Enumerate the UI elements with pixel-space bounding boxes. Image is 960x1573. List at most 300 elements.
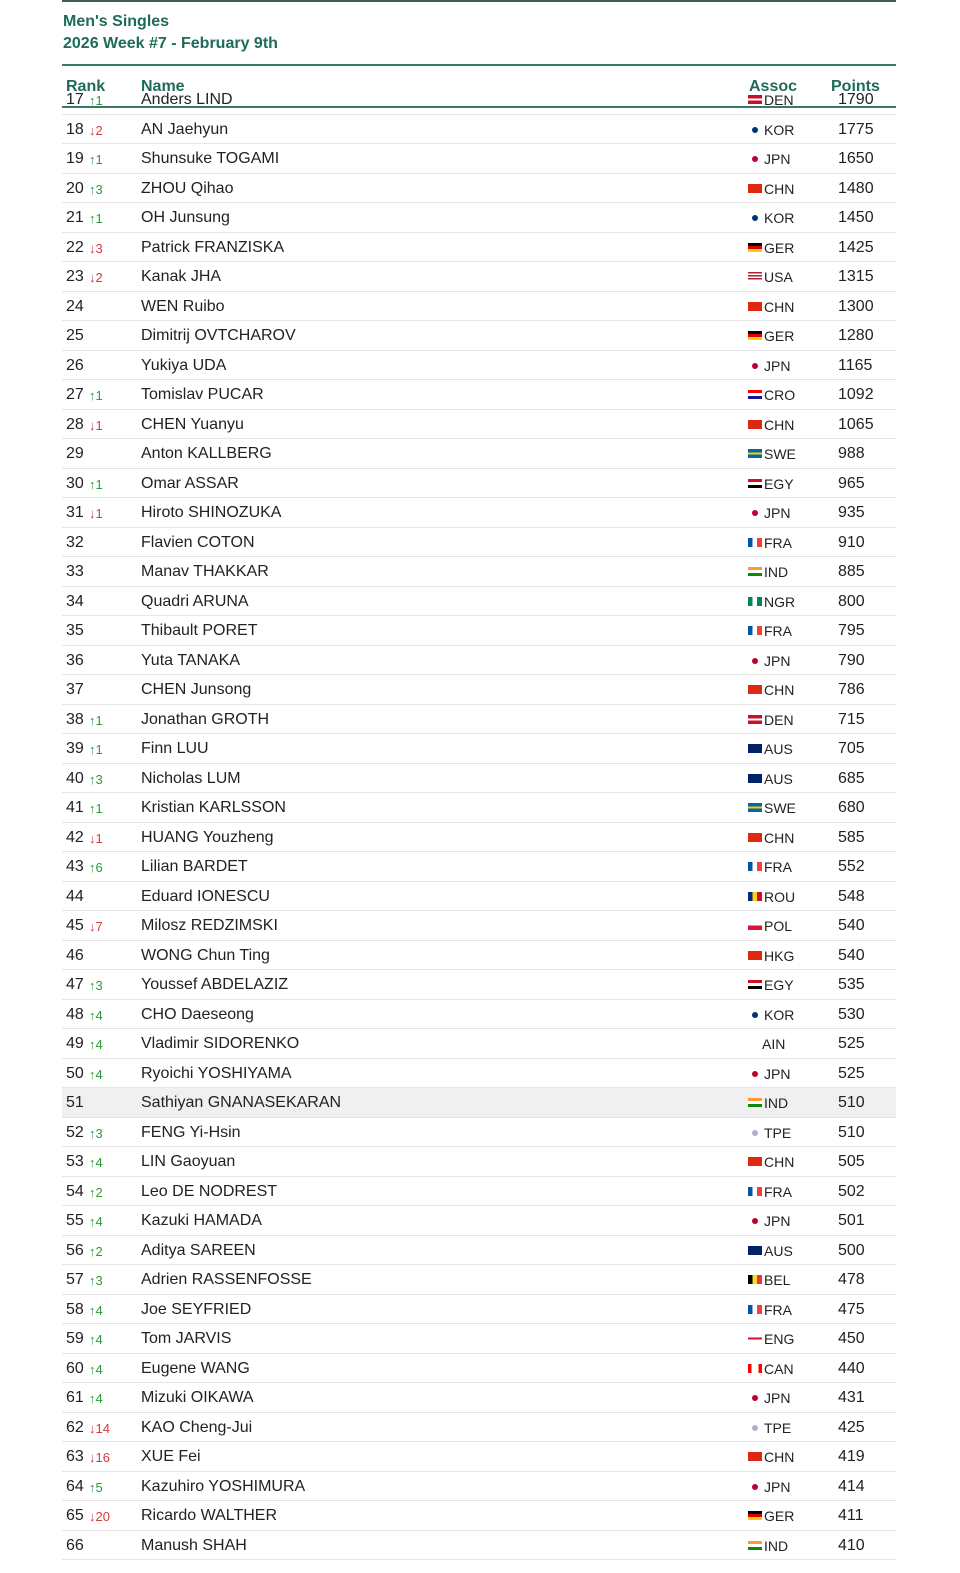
points-cell: 585 bbox=[838, 828, 865, 846]
player-name[interactable]: Kazuhiro YOSHIMURA bbox=[141, 1477, 306, 1495]
assoc-code: CHN bbox=[764, 682, 795, 698]
assoc-cell bbox=[748, 564, 808, 580]
points-cell: 425 bbox=[838, 1418, 865, 1436]
assoc-cell bbox=[748, 1007, 808, 1023]
table-row[interactable] bbox=[62, 351, 896, 381]
rank-change-indicator: ↑6 bbox=[89, 860, 103, 875]
player-name[interactable]: ZHOU Qihao bbox=[141, 179, 234, 197]
flag-icon bbox=[748, 597, 762, 606]
assoc-cell bbox=[748, 1095, 808, 1111]
assoc-code: JPN bbox=[764, 357, 791, 374]
assoc-code: AUS bbox=[764, 741, 793, 757]
table-row[interactable] bbox=[62, 498, 896, 528]
table-row[interactable] bbox=[62, 1059, 896, 1089]
flag-icon bbox=[752, 363, 758, 369]
rank-change-indicator: ↑3 bbox=[89, 978, 103, 993]
points-cell: 502 bbox=[838, 1182, 865, 1200]
assoc-code: IND bbox=[764, 564, 789, 580]
table-row[interactable] bbox=[62, 1265, 896, 1295]
points-cell: 1425 bbox=[838, 238, 874, 256]
table-row[interactable] bbox=[62, 262, 896, 292]
assoc-cell bbox=[748, 682, 808, 698]
table-row[interactable] bbox=[62, 115, 896, 145]
assoc-cell bbox=[748, 240, 808, 256]
assoc-code: TPE bbox=[764, 1124, 792, 1141]
player-name[interactable]: Nicholas LUM bbox=[141, 769, 241, 787]
points-cell: 414 bbox=[838, 1477, 865, 1495]
assoc-cell bbox=[748, 859, 808, 875]
rank-change-indicator: ↓14 bbox=[89, 1420, 110, 1436]
player-name[interactable]: Omar ASSAR bbox=[141, 474, 239, 492]
table-row[interactable] bbox=[62, 1442, 896, 1472]
table-row[interactable] bbox=[62, 1501, 896, 1531]
flag-icon bbox=[752, 215, 758, 221]
rank-cell: 56 bbox=[66, 1241, 84, 1259]
assoc-code: JPN bbox=[764, 1478, 791, 1495]
points-cell: 431 bbox=[838, 1389, 865, 1406]
assoc-code: CHN bbox=[764, 1154, 795, 1170]
player-name[interactable]: Adrien RASSENFOSSE bbox=[141, 1271, 312, 1288]
assoc-code: FRA bbox=[764, 534, 792, 551]
flag-icon bbox=[752, 156, 758, 162]
points-cell: 1280 bbox=[838, 327, 874, 344]
column-header-assoc[interactable]: Assoc bbox=[749, 78, 798, 95]
assoc-code: GER bbox=[764, 239, 795, 256]
points-cell: 530 bbox=[838, 1005, 865, 1023]
rank-change-indicator: ↑4 bbox=[89, 1214, 103, 1229]
player-name[interactable]: Youssef ABDELAZIZ bbox=[141, 976, 289, 993]
rank-cell: 47 bbox=[66, 976, 84, 993]
rank-cell: 29 bbox=[66, 445, 84, 462]
rank-cell: 49 bbox=[66, 1035, 84, 1052]
flag-icon bbox=[748, 1334, 762, 1343]
player-name[interactable]: Mizuki OIKAWA bbox=[141, 1389, 254, 1406]
assoc-code: CHN bbox=[764, 298, 795, 315]
assoc-code: JPN bbox=[764, 1065, 791, 1082]
assoc-code: FRA bbox=[764, 1301, 792, 1318]
points-cell: 525 bbox=[838, 1035, 865, 1052]
points-cell: 419 bbox=[838, 1448, 865, 1465]
points-cell: 1300 bbox=[838, 297, 874, 315]
player-name[interactable]: WONG Chun Ting bbox=[141, 946, 270, 964]
assoc-code: DEN bbox=[764, 711, 794, 728]
rank-cell: 23 bbox=[66, 268, 84, 285]
player-name[interactable]: HUANG Youzheng bbox=[141, 828, 274, 846]
player-name[interactable]: Quadri ARUNA bbox=[141, 592, 249, 610]
table-row[interactable] bbox=[62, 1295, 896, 1325]
player-name[interactable]: Ricardo WALTHER bbox=[141, 1507, 278, 1524]
rank-change-indicator: ↑4 bbox=[89, 1361, 103, 1377]
points-cell: 965 bbox=[838, 474, 865, 492]
points-cell: 500 bbox=[838, 1241, 865, 1259]
assoc-code: GER bbox=[764, 328, 795, 344]
flag-icon bbox=[748, 1098, 762, 1107]
player-name[interactable]: Anders LIND bbox=[141, 91, 233, 108]
rank-change-indicator: ↑4 bbox=[89, 1391, 103, 1406]
assoc-code: JPN bbox=[764, 151, 791, 167]
assoc-code: TPE bbox=[764, 1419, 792, 1436]
points-cell: 1065 bbox=[838, 415, 874, 433]
rank-cell: 40 bbox=[66, 769, 84, 787]
player-name[interactable]: AN Jaehyun bbox=[141, 120, 229, 138]
flag-icon bbox=[748, 1187, 762, 1196]
flag-icon bbox=[752, 1395, 758, 1401]
table-row[interactable] bbox=[62, 852, 896, 882]
player-name[interactable]: Finn LUU bbox=[141, 740, 209, 757]
rank-change-indicator: ↑1 bbox=[89, 476, 103, 492]
rank-cell: 18 bbox=[66, 120, 84, 138]
assoc-code: AIN bbox=[762, 1036, 786, 1052]
rank-cell: 46 bbox=[66, 946, 84, 964]
points-cell: 540 bbox=[838, 946, 865, 964]
flag-icon bbox=[752, 1071, 758, 1077]
table-row[interactable] bbox=[62, 764, 896, 794]
table-row[interactable] bbox=[62, 1472, 896, 1502]
table-row[interactable] bbox=[62, 941, 896, 971]
column-header-name[interactable]: Name bbox=[141, 78, 185, 95]
assoc-cell bbox=[748, 977, 808, 993]
table-row[interactable] bbox=[62, 911, 896, 941]
points-cell: 552 bbox=[838, 858, 865, 875]
rankings-table-body bbox=[62, 85, 896, 1560]
assoc-code: CHN bbox=[764, 1449, 795, 1465]
points-cell: 505 bbox=[838, 1153, 865, 1170]
rank-change-indicator: ↓20 bbox=[89, 1509, 110, 1524]
rank-change-indicator: ↑4 bbox=[89, 1037, 103, 1052]
assoc-code: CRO bbox=[764, 387, 796, 403]
assoc-cell bbox=[748, 122, 808, 138]
player-name[interactable]: Leo DE NODREST bbox=[141, 1182, 278, 1200]
player-name[interactable]: Milosz REDZIMSKI bbox=[141, 917, 278, 934]
flag-icon bbox=[748, 921, 762, 930]
rank-cell: 21 bbox=[66, 209, 84, 226]
assoc-cell bbox=[748, 358, 808, 374]
column-header-points[interactable]: Points bbox=[831, 78, 880, 95]
player-name[interactable]: XUE Fei bbox=[141, 1448, 201, 1465]
rank-cell: 52 bbox=[66, 1123, 84, 1141]
table-row[interactable] bbox=[62, 1088, 896, 1118]
player-name[interactable]: OH Junsung bbox=[141, 209, 230, 226]
points-cell: 1450 bbox=[838, 209, 874, 226]
table-row[interactable] bbox=[62, 705, 896, 735]
assoc-cell bbox=[748, 151, 808, 167]
table-row[interactable] bbox=[62, 587, 896, 617]
assoc-code: AUS bbox=[764, 1242, 793, 1259]
rankings-table[interactable] bbox=[62, 91, 896, 1573]
player-name[interactable]: Thibault PORET bbox=[141, 622, 258, 639]
player-name[interactable]: Yuta TANAKA bbox=[141, 651, 241, 669]
assoc-code: AUS bbox=[764, 770, 793, 787]
player-name[interactable]: Tom JARVIS bbox=[141, 1330, 232, 1347]
flag-icon bbox=[748, 1452, 762, 1461]
table-row[interactable] bbox=[62, 1236, 896, 1266]
player-name[interactable]: Tomislav PUCAR bbox=[141, 386, 264, 403]
assoc-cell bbox=[748, 1361, 808, 1377]
player-name[interactable]: Lilian BARDET bbox=[141, 858, 248, 875]
assoc-code: CAN bbox=[764, 1360, 794, 1377]
rank-cell: 25 bbox=[66, 327, 84, 344]
assoc-code: SWE bbox=[764, 446, 796, 462]
rank-cell: 64 bbox=[66, 1477, 84, 1495]
rank-change-indicator: ↓1 bbox=[89, 506, 103, 521]
table-row[interactable] bbox=[62, 469, 896, 499]
table-row[interactable] bbox=[62, 292, 896, 322]
flag-icon bbox=[748, 479, 762, 488]
player-name[interactable]: CHO Daeseong bbox=[141, 1005, 254, 1023]
flag-icon bbox=[748, 685, 762, 694]
assoc-code: ENG bbox=[764, 1331, 795, 1347]
rank-cell: 26 bbox=[66, 356, 84, 374]
assoc-cell bbox=[748, 476, 808, 492]
rank-cell: 28 bbox=[66, 415, 84, 433]
assoc-code: NGR bbox=[764, 593, 796, 610]
table-row[interactable] bbox=[62, 144, 896, 174]
rank-change-indicator: ↑4 bbox=[89, 1155, 103, 1170]
assoc-cell bbox=[748, 1508, 808, 1524]
table-row[interactable] bbox=[62, 203, 896, 233]
flag-icon bbox=[748, 862, 762, 871]
player-name[interactable]: Manush SHAH bbox=[141, 1536, 247, 1554]
rank-change-indicator: ↓3 bbox=[89, 240, 103, 256]
rank-cell: 66 bbox=[66, 1536, 84, 1554]
assoc-cell bbox=[748, 1449, 808, 1465]
player-name[interactable]: Patrick FRANZISKA bbox=[141, 238, 285, 256]
rank-change-indicator: ↑4 bbox=[89, 1332, 103, 1347]
player-name[interactable]: Joe SEYFRIED bbox=[141, 1300, 252, 1318]
rank-change-indicator: ↓2 bbox=[89, 122, 103, 138]
rank-cell: 33 bbox=[66, 563, 84, 580]
rank-cell: 55 bbox=[66, 1212, 84, 1229]
player-name[interactable]: Yukiya UDA bbox=[141, 356, 227, 374]
rank-cell: 34 bbox=[66, 592, 84, 610]
player-name[interactable]: Sathiyan GNANASEKARAN bbox=[141, 1094, 342, 1111]
assoc-code: DEN bbox=[764, 92, 794, 108]
rank-change-indicator: ↑4 bbox=[89, 1066, 103, 1082]
player-name[interactable]: Kanak JHA bbox=[141, 268, 222, 285]
rank-change-indicator: ↓1 bbox=[89, 830, 103, 846]
table-row[interactable] bbox=[62, 439, 896, 469]
assoc-cell bbox=[748, 1154, 808, 1170]
rank-change-indicator: ↑2 bbox=[89, 1184, 103, 1200]
flag-icon bbox=[748, 1246, 762, 1255]
rank-change-indicator: ↑4 bbox=[89, 1302, 103, 1318]
flag-icon bbox=[748, 774, 762, 783]
table-row[interactable] bbox=[62, 1324, 896, 1354]
player-name[interactable]: Vladimir SIDORENKO bbox=[141, 1035, 300, 1052]
assoc-cell bbox=[748, 269, 808, 285]
points-cell: 450 bbox=[838, 1330, 865, 1347]
player-name[interactable]: Kristian KARLSSON bbox=[141, 799, 286, 816]
assoc-cell bbox=[748, 387, 808, 403]
table-row[interactable] bbox=[62, 410, 896, 440]
flag-icon bbox=[748, 302, 762, 311]
assoc-code: CHN bbox=[764, 416, 795, 433]
rank-change-indicator: ↓16 bbox=[89, 1450, 110, 1465]
player-name[interactable]: KAO Cheng-Jui bbox=[141, 1418, 253, 1436]
rank-cell: 27 bbox=[66, 386, 84, 403]
player-name[interactable]: CHEN Yuanyu bbox=[141, 415, 244, 433]
points-cell: 475 bbox=[838, 1300, 865, 1318]
points-cell: 478 bbox=[838, 1271, 865, 1288]
assoc-cell bbox=[748, 918, 808, 934]
rank-cell: 37 bbox=[66, 681, 84, 698]
assoc-cell bbox=[748, 889, 808, 905]
points-cell: 440 bbox=[838, 1359, 865, 1377]
points-cell: 540 bbox=[838, 917, 865, 934]
assoc-code: IND bbox=[764, 1537, 789, 1554]
player-name[interactable]: Hiroto SHINOZUKA bbox=[141, 504, 282, 521]
player-name[interactable]: Eduard IONESCU bbox=[141, 887, 270, 905]
player-name[interactable]: Shunsuke TOGAMI bbox=[141, 150, 280, 167]
table-row[interactable] bbox=[62, 380, 896, 410]
rank-cell: 50 bbox=[66, 1064, 84, 1082]
assoc-cell bbox=[748, 299, 808, 315]
rank-cell: 39 bbox=[66, 740, 84, 757]
table-row[interactable] bbox=[62, 823, 896, 853]
table-row[interactable] bbox=[62, 1383, 896, 1413]
points-cell: 1315 bbox=[838, 268, 874, 285]
points-cell: 786 bbox=[838, 681, 865, 698]
rank-cell: 22 bbox=[66, 238, 84, 256]
player-name[interactable]: WEN Ruibo bbox=[141, 297, 225, 315]
player-name[interactable]: Jonathan GROTH bbox=[141, 710, 270, 728]
rank-cell: 38 bbox=[66, 710, 84, 728]
assoc-code: BEL bbox=[764, 1272, 791, 1288]
table-row[interactable] bbox=[62, 528, 896, 558]
points-cell: 795 bbox=[838, 622, 865, 639]
table-row[interactable] bbox=[62, 882, 896, 912]
assoc-cell bbox=[748, 594, 808, 610]
assoc-code: KOR bbox=[764, 121, 795, 138]
rank-cell: 57 bbox=[66, 1271, 84, 1288]
assoc-cell bbox=[748, 800, 808, 816]
page-subtitle: 2026 Week #7 - February 9th bbox=[63, 35, 278, 52]
assoc-code: JPN bbox=[764, 505, 791, 521]
flag-icon bbox=[748, 1157, 762, 1166]
table-row[interactable] bbox=[62, 557, 896, 587]
rank-cell: 61 bbox=[66, 1389, 84, 1406]
assoc-cell bbox=[748, 210, 808, 226]
flag-icon bbox=[748, 980, 762, 989]
rank-cell: 48 bbox=[66, 1005, 84, 1023]
points-cell: 410 bbox=[838, 1536, 865, 1554]
rank-change-indicator: ↓2 bbox=[89, 270, 103, 285]
assoc-cell bbox=[748, 1036, 822, 1052]
flag-icon bbox=[752, 1425, 758, 1431]
table-row[interactable] bbox=[62, 1177, 896, 1207]
flag-icon bbox=[748, 390, 762, 399]
assoc-cell bbox=[748, 1302, 808, 1318]
table-row[interactable] bbox=[62, 321, 896, 351]
rank-change-indicator: ↑3 bbox=[89, 771, 103, 787]
player-name[interactable]: Ryoichi YOSHIYAMA bbox=[141, 1064, 292, 1082]
assoc-code: JPN bbox=[764, 652, 791, 669]
points-cell: 1790 bbox=[838, 91, 874, 108]
page-title: Men's Singles bbox=[63, 13, 170, 30]
player-name[interactable]: CHEN Junsong bbox=[141, 681, 252, 698]
table-row[interactable] bbox=[62, 1118, 896, 1148]
flag-icon bbox=[748, 243, 762, 252]
flag-icon bbox=[748, 272, 762, 281]
table-row[interactable] bbox=[62, 1206, 896, 1236]
flag-icon bbox=[748, 420, 762, 429]
table-row[interactable] bbox=[62, 646, 896, 676]
assoc-code: KOR bbox=[764, 1006, 795, 1023]
assoc-cell bbox=[748, 741, 808, 757]
flag-icon bbox=[748, 1305, 762, 1314]
rank-change-indicator: ↑5 bbox=[89, 1479, 103, 1495]
assoc-code: JPN bbox=[764, 1213, 791, 1229]
flag-icon bbox=[752, 1218, 758, 1224]
player-name[interactable]: Flavien COTON bbox=[141, 533, 255, 551]
flag-icon bbox=[752, 1130, 758, 1136]
assoc-cell bbox=[748, 328, 808, 344]
player-name[interactable]: Kazuki HAMADA bbox=[141, 1212, 262, 1229]
player-name[interactable]: LIN Gaoyuan bbox=[141, 1153, 236, 1170]
table-row[interactable] bbox=[62, 1000, 896, 1030]
table-row[interactable] bbox=[62, 1531, 896, 1561]
player-name[interactable]: FENG Yi-Hsin bbox=[141, 1123, 241, 1141]
player-name[interactable]: Aditya SAREEN bbox=[141, 1241, 256, 1259]
table-row[interactable] bbox=[62, 1029, 896, 1059]
flag-icon bbox=[748, 833, 762, 842]
points-cell: 1650 bbox=[838, 150, 874, 167]
player-name[interactable]: Eugene WANG bbox=[141, 1359, 250, 1377]
points-cell: 988 bbox=[838, 445, 865, 462]
table-row[interactable] bbox=[62, 970, 896, 1000]
player-name[interactable]: Dimitrij OVTCHAROV bbox=[141, 327, 296, 344]
points-cell: 715 bbox=[838, 710, 865, 728]
assoc-cell bbox=[748, 1538, 808, 1554]
table-row[interactable] bbox=[62, 793, 896, 823]
rank-cell: 24 bbox=[66, 297, 84, 315]
flag-icon bbox=[748, 538, 762, 547]
rank-cell: 31 bbox=[66, 504, 84, 521]
column-header-rank[interactable]: Rank bbox=[66, 78, 106, 95]
player-name[interactable]: Anton KALLBERG bbox=[141, 445, 272, 462]
table-row[interactable] bbox=[62, 174, 896, 204]
rank-cell: 20 bbox=[66, 179, 84, 197]
table-row[interactable] bbox=[62, 1413, 896, 1443]
points-cell: 411 bbox=[838, 1507, 864, 1524]
table-row[interactable] bbox=[62, 233, 896, 263]
player-name[interactable]: Manav THAKKAR bbox=[141, 563, 269, 580]
table-row[interactable] bbox=[62, 1147, 896, 1177]
points-cell: 910 bbox=[838, 533, 865, 551]
rank-change-indicator: ↑1 bbox=[89, 93, 103, 108]
assoc-code: FRA bbox=[764, 623, 792, 639]
table-row[interactable] bbox=[62, 85, 896, 115]
assoc-cell bbox=[748, 1272, 808, 1288]
flag-icon bbox=[748, 951, 762, 960]
flag-icon bbox=[748, 1541, 762, 1550]
rank-cell: 45 bbox=[66, 917, 84, 934]
points-cell: 1775 bbox=[838, 120, 874, 138]
assoc-code: KOR bbox=[764, 210, 795, 226]
table-row[interactable] bbox=[62, 675, 896, 705]
rank-cell: 65 bbox=[66, 1507, 84, 1524]
assoc-cell bbox=[748, 1331, 808, 1347]
assoc-code: GER bbox=[764, 1508, 795, 1524]
table-row[interactable] bbox=[62, 1354, 896, 1384]
rank-change-indicator: ↑1 bbox=[89, 152, 103, 167]
flag-icon bbox=[752, 1484, 758, 1490]
rank-cell: 19 bbox=[66, 150, 84, 167]
table-row[interactable] bbox=[62, 734, 896, 764]
rank-cell: 63 bbox=[66, 1448, 84, 1465]
table-row[interactable] bbox=[62, 616, 896, 646]
rank-change-indicator: ↑2 bbox=[89, 1243, 103, 1259]
